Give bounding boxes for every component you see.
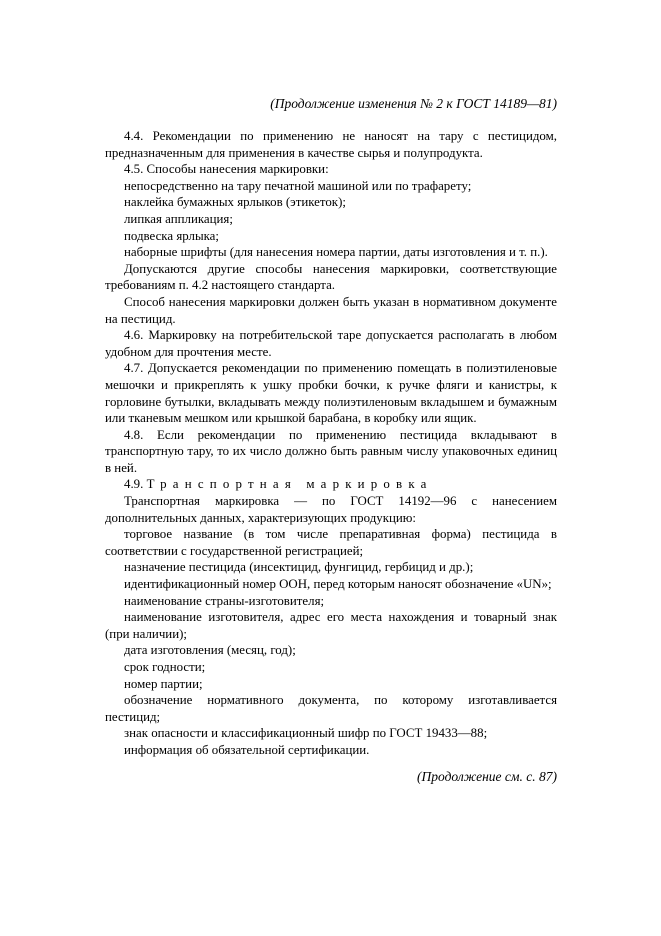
paragraph: Способ нанесения маркировки должен быть указан в нормативном документе на пестицид. xyxy=(105,294,557,326)
list-item: торговое название (в том числе препаративная форма) пестицида в соответствии с государственной регистрацией; xyxy=(105,527,557,558)
list-item: подвеска ярлыка; xyxy=(124,228,219,243)
paragraph-4-5: 4.5. Способы нанесения маркировки: xyxy=(124,162,329,177)
section-heading-4-9 xyxy=(105,476,557,493)
list-item: наименование изготовителя, адрес его места нахождения и товарный знак (при наличии); xyxy=(105,610,557,641)
list-item: наименование страны-изготовителя; xyxy=(124,593,325,608)
paragraph: Допускаются другие способы нанесения маркировки, соответствующие требованиям п. 4.2 настоящего стандарта. xyxy=(105,261,557,293)
continuation-footer: (Продолжение см. с. 87) xyxy=(417,768,557,784)
list-item: непосредственно на тару печатной машиной или по трафарету; xyxy=(124,178,472,193)
list-item: липкая аппликация; xyxy=(124,211,233,226)
document-page xyxy=(105,95,557,785)
paragraph-4-6: 4.6. Маркировку на потребительской таре допускается располагать в любом удобном для прочтения месте. xyxy=(105,328,557,359)
continuation-header: (Продолжение изменения № 2 к ГОСТ 14189—81) xyxy=(270,96,557,111)
paragraph-4-7: 4.7. Допускается рекомендации по применению помещать в полиэтиленовые мешочки и прикреплять к ушку пробки бочки, к ручке фляги и канистры, к горловине бутылки, вкладывать между полиэтиленовым вкладышем и бумажным или тканевым мешком или крышкой барабана, в коробку или ящик. xyxy=(105,361,557,426)
list-item: срок годности; xyxy=(124,660,206,674)
list-item: обозначение нормативного документа, по которому изготавливается пестицид; xyxy=(105,693,557,724)
list-item: наборные шрифты (для нанесения номера партии, даты изготовления и т. п.). xyxy=(124,245,548,260)
paragraph: Транспортная маркировка — по ГОСТ 14192—96 с нанесением дополнительных данных, характеризующих продукцию: xyxy=(105,494,557,525)
list-item: номер партии; xyxy=(124,676,203,691)
paragraph-4-8: 4.8. Если рекомендации по применению пестицида вкладывают в транспортную тару, то их число должно быть равным числу упаковочных единиц в ней. xyxy=(105,427,557,475)
section-number: 4.9. xyxy=(124,477,144,492)
list-item: идентификационный номер ООН, перед которым наносят обозначение «UN»; xyxy=(124,577,552,592)
list-item: информация об обязательной сертификации. xyxy=(124,742,370,757)
list-item: назначение пестицида (инсектицид, фунгицид, гербицид и др.); xyxy=(124,560,474,575)
section-title: Транспортная маркировка xyxy=(146,477,433,492)
paragraph-4-4: 4.4. Рекомендации по применению не наносят на тару с пестицидом, предназначенным для применения в качестве сырья и полупродукта. xyxy=(105,129,557,160)
list-item: дата изготовления (месяц, год); xyxy=(124,643,296,658)
list-item: знак опасности и классификационный шифр по ГОСТ 19433—88; xyxy=(124,726,488,741)
list-item: наклейка бумажных ярлыков (этикеток); xyxy=(124,195,346,210)
